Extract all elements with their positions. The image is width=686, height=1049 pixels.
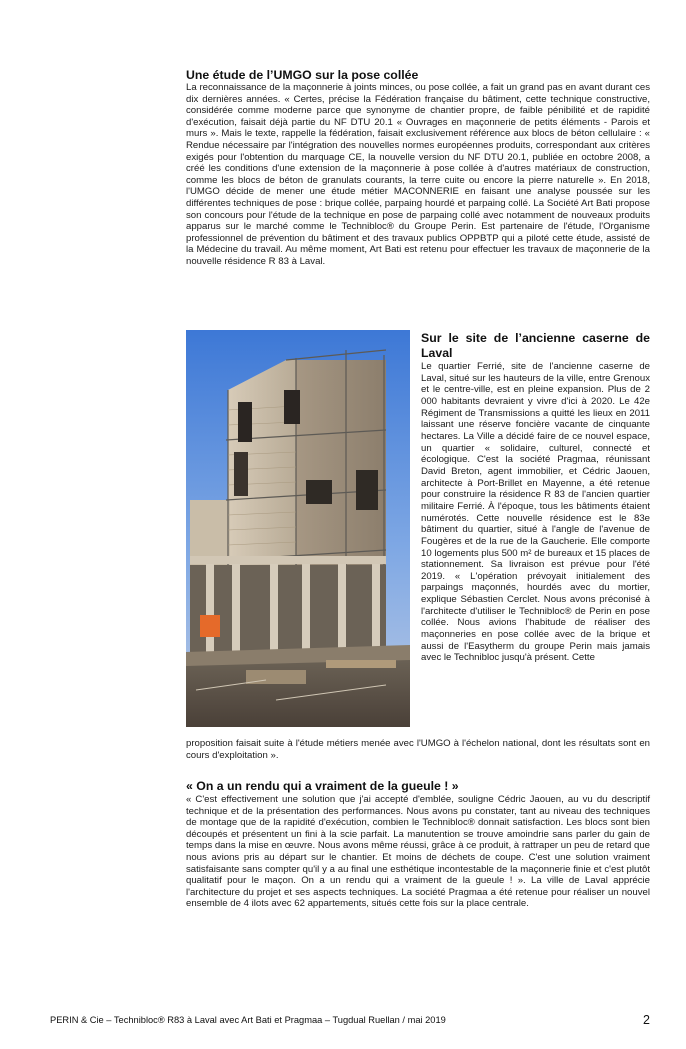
section-title-umgo: Une étude de l’UMGO sur la pose collée: [186, 68, 419, 82]
section-laval-continuation: [186, 738, 650, 761]
section-rendu-quote: [186, 779, 650, 910]
section-body-umgo: La reconnaissance de la maçonnerie à joints minces, ou pose collée, a fait un grand pas en avant durant ces dix dernières années. « Certes, précise la Fédération française du bâtiment, cette technique constructive, considérée comme moderne parce que synonyme de chantier propre, de faible pénibilité et de rapidité d'exécution, faisait déjà partie du NF DTU 20.1 « Ouvrages en maçonnerie de petits éléments - Parois et murs ». Mais le texte, rappelle la fédération, faisait exclusivement référence aux blocs de béton cellulaire : « Rendue nécessaire par l'intégration des nouvelles normes européennes produits, correspondant aux critères exigés pour l'obtention du marquage CE, la nouvelle version du NF DTU 20.1, publiée en octobre 2008, a créé les conditions d'une extension de la maçonnerie à pose collée à d'autres matériaux de construction, comme les blocs de béton de granulats courants, la terre cuite ou encore la pierre naturelle ». En 2018, l'UMGO décide de mener une étude métier MACONNERIE en faisant une analyse poussée sur les différentes techniques de pose : brique collée, parpaing hourdé et parpaing collé. La Société Art Bati propose son concours pour l'étude de la technique en pose de parpaing collé avec notamment de nouveaux produits apparus sur le marché comme le Technibloc® du Groupe Perin. Est partenaire de l'étude, l'Organisme professionnel de prévention du bâtiment et des travaux publics OPPBTP qui a piloté cette étude, assisté de la Médecine du travail. Au même moment, Art Bati est retenu pour effectuer les travaux de maçonnerie de la nouvelle résidence R 83 à Laval.: [186, 82, 650, 267]
footer-text: PERIN & Cie – Technibloc® R83 à Laval avec Art Bati et Pragmaa – Tugdual Ruellan / mai 2019: [50, 1015, 446, 1025]
page-number: 2: [643, 1013, 650, 1027]
section-title-rendu: « On a un rendu qui a vraiment de la gueule ! »: [186, 779, 459, 793]
construction-site-photo: [186, 330, 410, 727]
section-body-rendu: « C'est effectivement une solution que j'ai accepté d'emblée, souligne Cédric Jaouen, au vu du descriptif technique et de la présentation des performances. Nous avons pu constater, tant au niveau des techniques de montage que de la rapidité d'exécution, combien le Technibloc® donnait satisfaction. Les blocs sont bien découpés et présentent un fini à la scie parfait. La manutention se trouve amoindrie sans parler du gain de temps dans la mise en œuvre. Nous avons même réussi, grâce à ce produit, à rattraper un peu de retard que nous avions pris au départ sur le chantier. Et moins de déchets de coupe. C'est une solution vraiment satisfaisante sans compter qu'il y a au final une esthétique incontestable de la maçonnerie finie et c'est plutôt qualitatif pour le maçon. On a un rendu qui a vraiment de la gueule ! ». La ville de Laval apprécie l'architecture du projet et ses aspects techniques. La société Pragmaa a été retenue pour réaliser un nouvel ensemble de 4 ilots avec 62 appartements, situés cette fois sur la place centrale.: [186, 794, 650, 910]
section-umgo-study: [186, 68, 650, 268]
section-body-laval-tail: proposition faisait suite à l'étude métiers menée avec l'UMGO à l'échelon national, dont les résultats sont en cours d'exploitation ».: [186, 738, 650, 761]
section-body-laval: Le quartier Ferrié, site de l'ancienne caserne de Laval, situé sur les hauteurs de la ville, entre Grenoux et le centre-ville, est en pleine expansion. Plus de 2 000 habitants devraient y vivre d'ici à 2020. Le 42e Régiment de Transmissions a quitté les lieux en 2011 laissant une réserve foncière vacante de cinquante hectares. La Ville a décidé faire de ce nouvel espace, un quartier « solidaire, culturel, connecté et écologique. C'est la société Pragmaa, réunissant David Breton, agent immobilier, et Cédric Jaouen, architecte à Port-Brillet en Mayenne, a été retenue pour construire la résidence R 83 de l'ancien quartier militaire Ferrié. À l'époque, tous les bâtiments étaient numérotés. Cette nouvelle résidence est le 83e bâtiment du quartier, situé à l'angle de l'avenue de Fougères et de la rue de la Gaucherie. Elle comporte 10 logements plus 500 m² de bureaux et 15 places de stationnement. Sa livraison est prévue pour l'été 2019. « L'opération prévoyait initialement des parpaings maçonnés, hourdés avec du mortier, explique Sébastien Cerclet. Nous avons préconisé à l'architecte d'utiliser le Technibloc® de Perin en pose collée. Nous avions l'habitude de réaliser des maçonneries en pose collée avec de la brique et aussi de l'Easytherm du groupe Perin mais jamais avec le Technibloc jusqu'à présent. Cette: [421, 361, 650, 664]
page-footer: [50, 1015, 650, 1025]
section-laval-site: [421, 331, 650, 664]
section-title-laval: Sur le site de l’ancienne caserne de Laval: [421, 331, 650, 360]
